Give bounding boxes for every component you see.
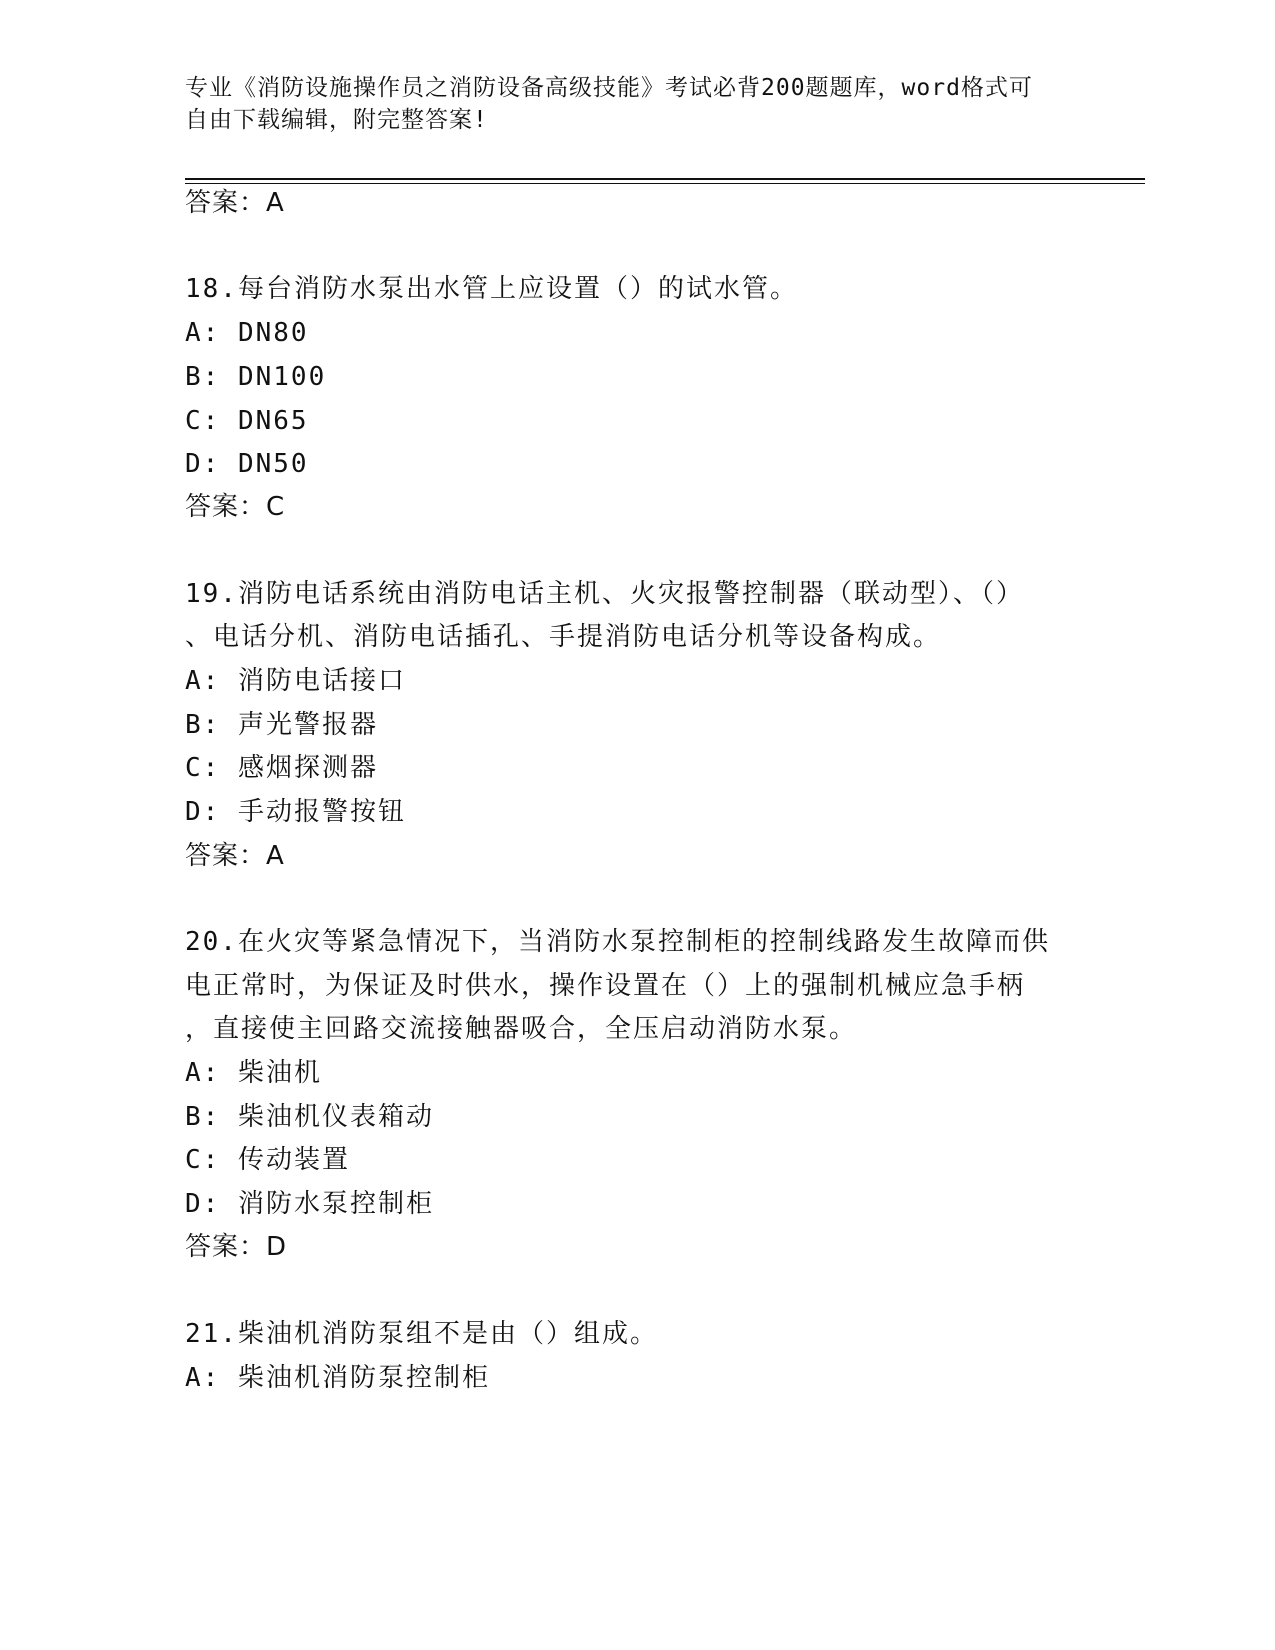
header-divider-thin [185, 183, 1145, 184]
answer-19: 答案：A [185, 841, 285, 871]
question-20-option-d: D: 消防水泵控制柜 [185, 1189, 434, 1219]
question-19-text-line-1: 19.消防电话系统由消防电话主机、火灾报警控制器（联动型）、（） [185, 579, 1024, 609]
question-18-text: 18.每台消防水泵出水管上应设置（）的试水管。 [185, 274, 798, 304]
question-20-text-line-1: 20.在火灾等紧急情况下，当消防水泵控制柜的控制线路发生故障而供 [185, 927, 1050, 957]
question-18-option-d: D: DN50 [185, 449, 309, 479]
question-20-text-line-2: 电正常时，为保证及时供水，操作设置在（）上的强制机械应急手柄 [185, 971, 1026, 1001]
question-19-option-d: D: 手动报警按钮 [185, 797, 406, 827]
question-20-option-b: B: 柴油机仪表箱动 [185, 1102, 434, 1132]
question-19-option-c: C: 感烟探测器 [185, 753, 378, 783]
header-line-2: 自由下载编辑，附完整答案! [185, 107, 488, 133]
question-18-option-c: C: DN65 [185, 406, 309, 436]
question-18-option-b: B: DN100 [185, 362, 327, 392]
header-divider-thick [185, 178, 1145, 180]
question-19-option-a: A: 消防电话接口 [185, 666, 406, 696]
question-20-option-a: A: 柴油机 [185, 1058, 322, 1088]
answer-20: 答案：D [185, 1232, 288, 1262]
question-19-option-b: B: 声光警报器 [185, 710, 378, 740]
document-header [185, 72, 1065, 136]
question-18-option-a: A: DN80 [185, 318, 309, 348]
question-20-text-line-3: ，直接使主回路交流接触器吸合，全压启动消防水泵。 [185, 1014, 858, 1044]
answer-18: 答案：C [185, 492, 286, 522]
header-line-1: 专业《消防设施操作员之消防设备高级技能》考试必背200题题库，word格式可 [185, 75, 1033, 101]
question-21-option-a: A: 柴油机消防泵控制柜 [185, 1363, 490, 1393]
question-20-option-c: C: 传动装置 [185, 1145, 350, 1175]
question-21-text: 21.柴油机消防泵组不是由（）组成。 [185, 1319, 658, 1349]
question-19-text-line-2: 、电话分机、消防电话插孔、手提消防电话分机等设备构成。 [185, 622, 942, 652]
answer-17: 答案：A [185, 188, 285, 218]
